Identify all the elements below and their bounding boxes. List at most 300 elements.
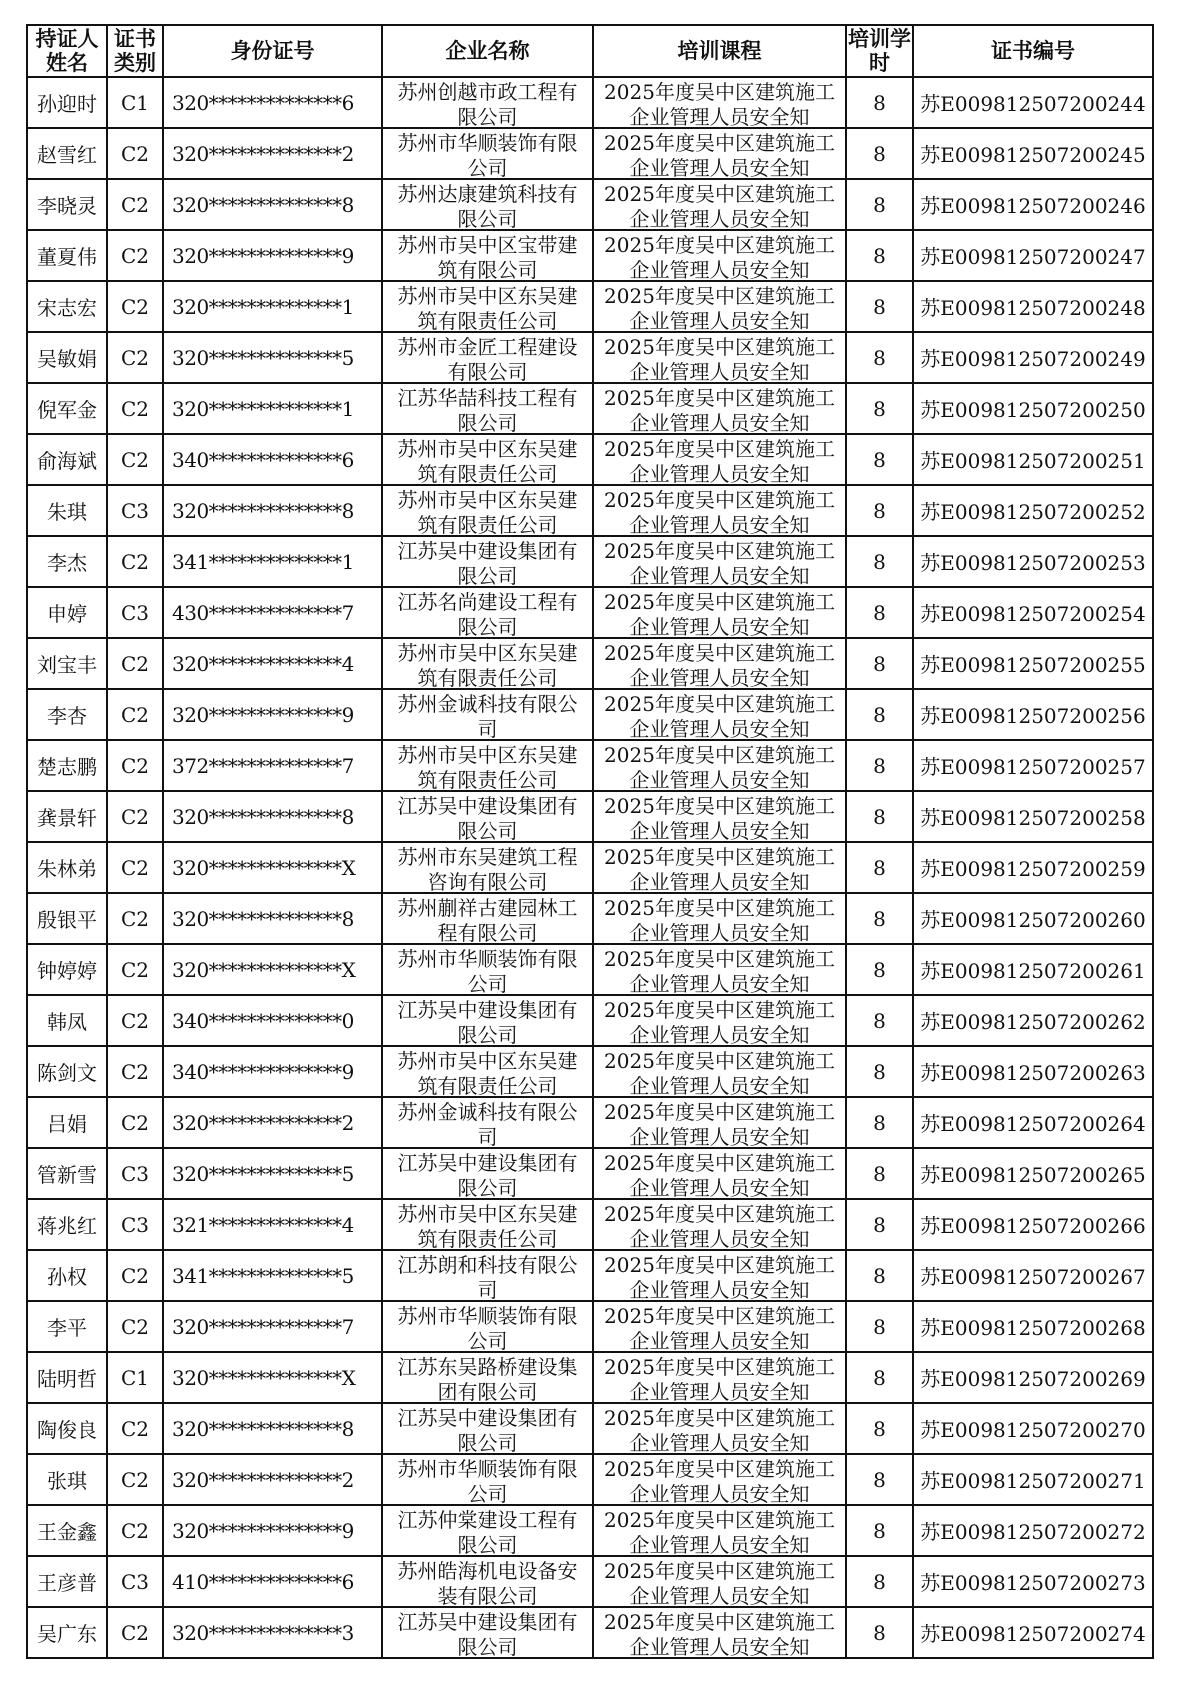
id-number-cell: 320**************1 [163, 383, 382, 434]
training-course-cell-clip [594, 1201, 845, 1249]
training-hours-cell: 8 [846, 1607, 913, 1658]
training-course-cell-clip [594, 334, 845, 382]
training-course-cell [593, 638, 846, 689]
company-name-cell [382, 179, 593, 230]
training-hours-cell: 8 [846, 842, 913, 893]
training-course-cell-clip [594, 1099, 845, 1147]
training-hours-cell: 8 [846, 128, 913, 179]
certificate-category-cell: C2 [107, 638, 163, 689]
person-name-cell: 李晓灵 [27, 179, 107, 230]
company-name-cell [382, 383, 593, 434]
certificate-category-cell: C2 [107, 128, 163, 179]
training-course-cell-clip [594, 1456, 845, 1504]
person-name-cell: 张琪 [27, 1454, 107, 1505]
company-name-cell-text: 江苏吴中建设集团有限公司 [397, 1150, 578, 1198]
certificate-number-cell: 苏E009812507200246 [913, 179, 1153, 230]
company-name-cell-clip [383, 640, 592, 688]
person-name-cell: 俞海斌 [27, 434, 107, 485]
certificate-category-cell: C2 [107, 1454, 163, 1505]
company-name-cell [382, 128, 593, 179]
certificate-category-cell: C2 [107, 383, 163, 434]
training-hours-cell: 8 [846, 230, 913, 281]
certificate-number-cell: 苏E009812507200245 [913, 128, 1153, 179]
training-course-cell [593, 1097, 846, 1148]
company-name-cell-text: 苏州市吴中区东吴建筑有限责任公司 [397, 1201, 578, 1249]
training-hours-cell: 8 [846, 383, 913, 434]
table-row [27, 1352, 1153, 1403]
training-course-cell [593, 128, 846, 179]
training-course-cell-clip [594, 997, 845, 1045]
company-name-cell [382, 944, 593, 995]
company-name-cell-clip [383, 79, 592, 127]
certificate-number-cell: 苏E009812507200254 [913, 587, 1153, 638]
company-name-cell [382, 1454, 593, 1505]
training-hours-cell: 8 [846, 944, 913, 995]
id-number-cell: 430**************7 [163, 587, 382, 638]
company-name-cell-text: 苏州市华顺装饰有限公司 [397, 130, 578, 178]
company-name-cell-text: 江苏吴中建设集团有限公司 [397, 997, 578, 1045]
person-name-cell: 倪军金 [27, 383, 107, 434]
training-course-cell-text: 2025年度吴中区建筑施工企业管理人员安全知 [604, 589, 835, 637]
training-course-cell [593, 995, 846, 1046]
id-number-cell: 320**************8 [163, 791, 382, 842]
company-name-cell [382, 332, 593, 383]
person-name-cell: 朱琪 [27, 485, 107, 536]
training-course-cell-text: 2025年度吴中区建筑施工企业管理人员安全知 [604, 640, 835, 688]
company-name-cell [382, 791, 593, 842]
training-course-cell [593, 485, 846, 536]
company-name-cell-clip [383, 1252, 592, 1300]
table-row [27, 230, 1153, 281]
training-course-cell-text: 2025年度吴中区建筑施工企业管理人员安全知 [604, 1456, 835, 1504]
id-number-cell: 320**************X [163, 1352, 382, 1403]
table-row [27, 1403, 1153, 1454]
certificate-category-cell: C2 [107, 1250, 163, 1301]
certificate-number-cell: 苏E009812507200253 [913, 536, 1153, 587]
company-name-cell-text: 苏州市金匠工程建设有限公司 [397, 334, 578, 382]
id-number-cell: 320**************3 [163, 1607, 382, 1658]
training-course-cell [593, 230, 846, 281]
id-number-cell: 320**************8 [163, 893, 382, 944]
training-course-cell-text: 2025年度吴中区建筑施工企业管理人员安全知 [604, 181, 835, 229]
certificate-number-cell: 苏E009812507200264 [913, 1097, 1153, 1148]
training-hours-cell: 8 [846, 77, 913, 128]
table-row [27, 281, 1153, 332]
company-name-cell-clip [383, 895, 592, 943]
id-number-cell: 320**************2 [163, 128, 382, 179]
training-hours-cell: 8 [846, 1505, 913, 1556]
training-course-cell [593, 332, 846, 383]
training-course-cell-clip [594, 538, 845, 586]
training-course-cell-clip [594, 1507, 845, 1555]
table-row [27, 1556, 1153, 1607]
certificate-category-cell: C3 [107, 587, 163, 638]
company-name-cell-clip [383, 1609, 592, 1657]
company-name-cell-clip [383, 1303, 592, 1351]
training-course-cell-clip [594, 385, 845, 433]
company-name-cell-text: 苏州市吴中区东吴建筑有限责任公司 [397, 742, 578, 790]
training-course-cell-text: 2025年度吴中区建筑施工企业管理人员安全知 [604, 1558, 835, 1606]
company-name-cell-text: 江苏吴中建设集团有限公司 [397, 538, 578, 586]
training-course-cell-text: 2025年度吴中区建筑施工企业管理人员安全知 [604, 1507, 835, 1555]
certificate-category-cell: C2 [107, 1046, 163, 1097]
certificate-category-cell: C2 [107, 179, 163, 230]
training-course-cell [593, 1301, 846, 1352]
certificate-number-cell: 苏E009812507200266 [913, 1199, 1153, 1250]
id-number-cell: 320**************9 [163, 1505, 382, 1556]
company-name-cell-text: 苏州市吴中区东吴建筑有限责任公司 [397, 1048, 578, 1096]
training-course-cell-clip [594, 130, 845, 178]
training-course-cell-clip [594, 181, 845, 229]
company-name-cell-clip [383, 1405, 592, 1453]
training-course-cell-clip [594, 742, 845, 790]
company-name-cell-text: 苏州达康建筑科技有限公司 [397, 181, 578, 229]
training-course-cell-clip [594, 946, 845, 994]
company-name-cell-clip [383, 130, 592, 178]
table-row [27, 1301, 1153, 1352]
certificate-number-cell: 苏E009812507200261 [913, 944, 1153, 995]
company-name-cell-clip [383, 742, 592, 790]
certificate-number-cell: 苏E009812507200251 [913, 434, 1153, 485]
company-name-cell [382, 1556, 593, 1607]
table-row [27, 1454, 1153, 1505]
training-course-cell-clip [594, 895, 845, 943]
company-name-cell-clip [383, 589, 592, 637]
company-name-cell-text: 苏州蒯祥古建园林工程有限公司 [397, 895, 578, 943]
certificate-table [26, 24, 1154, 1659]
table-row [27, 689, 1153, 740]
company-name-cell [382, 434, 593, 485]
training-course-cell [593, 1046, 846, 1097]
training-hours-cell: 8 [846, 995, 913, 1046]
id-number-cell: 320**************9 [163, 230, 382, 281]
company-name-cell-text: 江苏吴中建设集团有限公司 [397, 793, 578, 841]
id-number-cell: 320**************1 [163, 281, 382, 332]
company-name-cell-clip [383, 334, 592, 382]
certificate-number-cell: 苏E009812507200274 [913, 1607, 1153, 1658]
person-name-cell: 吴敏娟 [27, 332, 107, 383]
certificate-number-cell: 苏E009812507200269 [913, 1352, 1153, 1403]
id-number-cell: 341**************1 [163, 536, 382, 587]
training-course-cell-text: 2025年度吴中区建筑施工企业管理人员安全知 [604, 946, 835, 994]
training-course-cell-clip [594, 436, 845, 484]
certificate-number-cell: 苏E009812507200270 [913, 1403, 1153, 1454]
table-row [27, 740, 1153, 791]
table-row [27, 179, 1153, 230]
certificate-number-cell: 苏E009812507200244 [913, 77, 1153, 128]
id-number-cell: 341**************5 [163, 1250, 382, 1301]
company-name-cell-clip [383, 1354, 592, 1402]
person-name-cell: 吴广东 [27, 1607, 107, 1658]
training-hours-cell: 8 [846, 587, 913, 638]
id-number-cell: 320**************6 [163, 77, 382, 128]
company-name-cell-clip [383, 385, 592, 433]
person-name-cell: 陆明哲 [27, 1352, 107, 1403]
training-course-cell [593, 1352, 846, 1403]
table-row [27, 1046, 1153, 1097]
training-course-cell-clip [594, 232, 845, 280]
header-name: 持证人姓名 [27, 25, 107, 77]
table-row [27, 1148, 1153, 1199]
training-course-cell [593, 1607, 846, 1658]
company-name-cell [382, 1403, 593, 1454]
company-name-cell-clip [383, 793, 592, 841]
person-name-cell: 王彦普 [27, 1556, 107, 1607]
certificate-category-cell: C2 [107, 281, 163, 332]
training-course-cell [593, 893, 846, 944]
company-name-cell-text: 江苏朗和科技有限公司 [397, 1252, 578, 1300]
person-name-cell: 孙权 [27, 1250, 107, 1301]
training-course-cell-text: 2025年度吴中区建筑施工企业管理人员安全知 [604, 1201, 835, 1249]
training-course-cell-clip [594, 283, 845, 331]
company-name-cell-text: 苏州皓海机电设备安装有限公司 [397, 1558, 578, 1606]
training-course-cell-clip [594, 1252, 845, 1300]
training-course-cell [593, 740, 846, 791]
company-name-cell-text: 江苏名尚建设工程有限公司 [397, 589, 578, 637]
training-course-cell-text: 2025年度吴中区建筑施工企业管理人员安全知 [604, 385, 835, 433]
training-course-cell [593, 383, 846, 434]
id-number-cell: 320**************8 [163, 179, 382, 230]
training-hours-cell: 8 [846, 1097, 913, 1148]
company-name-cell-text: 苏州市吴中区东吴建筑有限责任公司 [397, 283, 578, 331]
person-name-cell: 陈剑文 [27, 1046, 107, 1097]
training-hours-cell: 8 [846, 1352, 913, 1403]
company-name-cell [382, 893, 593, 944]
training-hours-cell: 8 [846, 893, 913, 944]
training-course-cell-clip [594, 1405, 845, 1453]
person-name-cell: 钟婷婷 [27, 944, 107, 995]
company-name-cell [382, 638, 593, 689]
training-course-cell-text: 2025年度吴中区建筑施工企业管理人员安全知 [604, 1354, 835, 1402]
certificate-category-cell: C3 [107, 1148, 163, 1199]
person-name-cell: 李杰 [27, 536, 107, 587]
company-name-cell [382, 740, 593, 791]
person-name-cell: 吕娟 [27, 1097, 107, 1148]
certificate-category-cell: C2 [107, 1301, 163, 1352]
certificate-category-cell: C3 [107, 1199, 163, 1250]
person-name-cell: 韩凤 [27, 995, 107, 1046]
training-course-cell [593, 1454, 846, 1505]
company-name-cell-clip [383, 487, 592, 535]
company-name-cell-clip [383, 691, 592, 739]
company-name-cell-clip [383, 1150, 592, 1198]
training-hours-cell: 8 [846, 281, 913, 332]
table-row [27, 995, 1153, 1046]
company-name-cell [382, 1352, 593, 1403]
certificate-category-cell: C3 [107, 485, 163, 536]
company-name-cell-clip [383, 181, 592, 229]
training-course-cell [593, 1250, 846, 1301]
person-name-cell: 李杏 [27, 689, 107, 740]
training-course-cell-text: 2025年度吴中区建筑施工企业管理人员安全知 [604, 1099, 835, 1147]
table-row [27, 1250, 1153, 1301]
certificate-category-cell: C2 [107, 689, 163, 740]
header-hours: 培训学时 [848, 26, 911, 75]
table-row [27, 1505, 1153, 1556]
certificate-number-cell: 苏E009812507200255 [913, 638, 1153, 689]
training-course-cell [593, 791, 846, 842]
person-name-cell: 申婷 [27, 587, 107, 638]
company-name-cell-text: 苏州市华顺装饰有限公司 [397, 1456, 578, 1504]
company-name-cell-clip [383, 538, 592, 586]
company-name-cell [382, 281, 593, 332]
certificate-category-cell: C2 [107, 1403, 163, 1454]
training-course-cell-text: 2025年度吴中区建筑施工企业管理人员安全知 [604, 538, 835, 586]
certificate-category-cell: C2 [107, 842, 163, 893]
training-hours-cell: 8 [846, 689, 913, 740]
table-row [27, 893, 1153, 944]
person-name-cell: 赵雪红 [27, 128, 107, 179]
certificate-category-cell: C2 [107, 1505, 163, 1556]
certificate-number-cell: 苏E009812507200272 [913, 1505, 1153, 1556]
certificate-category-cell: C2 [107, 893, 163, 944]
company-name-cell-text: 江苏仲棠建设工程有限公司 [397, 1507, 578, 1555]
company-name-cell [382, 485, 593, 536]
company-name-cell-text: 苏州创越市政工程有限公司 [397, 79, 578, 127]
id-number-cell: 320**************2 [163, 1097, 382, 1148]
company-name-cell-clip [383, 946, 592, 994]
training-course-cell-clip [594, 487, 845, 535]
company-name-cell [382, 1301, 593, 1352]
person-name-cell: 刘宝丰 [27, 638, 107, 689]
table-row [27, 1607, 1153, 1658]
training-hours-cell: 8 [846, 1199, 913, 1250]
company-name-cell-text: 江苏华喆科技工程有限公司 [397, 385, 578, 433]
certificate-number-cell: 苏E009812507200256 [913, 689, 1153, 740]
training-course-cell [593, 1148, 846, 1199]
certificate-category-cell: C2 [107, 1607, 163, 1658]
company-name-cell-clip [383, 1048, 592, 1096]
training-course-cell-text: 2025年度吴中区建筑施工企业管理人员安全知 [604, 793, 835, 841]
id-number-cell: 340**************9 [163, 1046, 382, 1097]
header-category: 证书类别 [107, 25, 163, 77]
certificate-number-cell: 苏E009812507200268 [913, 1301, 1153, 1352]
training-course-cell-text: 2025年度吴中区建筑施工企业管理人员安全知 [604, 997, 835, 1045]
training-course-cell [593, 1199, 846, 1250]
company-name-cell [382, 1097, 593, 1148]
company-name-cell-text: 苏州市东吴建筑工程咨询有限公司 [397, 844, 578, 892]
certificate-number-cell: 苏E009812507200263 [913, 1046, 1153, 1097]
training-hours-cell: 8 [846, 740, 913, 791]
id-number-cell: 320**************5 [163, 1148, 382, 1199]
training-course-cell [593, 1403, 846, 1454]
training-course-cell-text: 2025年度吴中区建筑施工企业管理人员安全知 [604, 691, 835, 739]
certificate-category-cell: C2 [107, 791, 163, 842]
company-name-cell [382, 842, 593, 893]
company-name-cell [382, 536, 593, 587]
company-name-cell-clip [383, 844, 592, 892]
person-name-cell: 殷银平 [27, 893, 107, 944]
id-number-cell: 320**************X [163, 842, 382, 893]
id-number-cell: 340**************6 [163, 434, 382, 485]
training-course-cell [593, 689, 846, 740]
training-course-cell-text: 2025年度吴中区建筑施工企业管理人员安全知 [604, 79, 835, 127]
training-course-cell-text: 2025年度吴中区建筑施工企业管理人员安全知 [604, 283, 835, 331]
training-course-cell-text: 2025年度吴中区建筑施工企业管理人员安全知 [604, 334, 835, 382]
certificate-number-cell: 苏E009812507200267 [913, 1250, 1153, 1301]
training-course-cell [593, 77, 846, 128]
company-name-cell-clip [383, 1099, 592, 1147]
training-course-cell [593, 1556, 846, 1607]
training-course-cell-text: 2025年度吴中区建筑施工企业管理人员安全知 [604, 130, 835, 178]
table-row [27, 485, 1153, 536]
table-row [27, 1097, 1153, 1148]
certificate-category-cell: C2 [107, 536, 163, 587]
company-name-cell [382, 1250, 593, 1301]
company-name-cell-clip [383, 1558, 592, 1606]
certificate-category-cell: C2 [107, 1097, 163, 1148]
person-name-cell: 王金鑫 [27, 1505, 107, 1556]
training-course-cell [593, 536, 846, 587]
training-course-cell-clip [594, 79, 845, 127]
company-name-cell-text: 苏州金诚科技有限公司 [397, 1099, 578, 1147]
id-number-cell: 320**************7 [163, 1301, 382, 1352]
id-number-cell: 320**************5 [163, 332, 382, 383]
training-hours-cell: 8 [846, 179, 913, 230]
table-row [27, 77, 1153, 128]
certificate-number-cell: 苏E009812507200258 [913, 791, 1153, 842]
certificate-category-cell: C1 [107, 77, 163, 128]
certificate-category-cell: C2 [107, 434, 163, 485]
id-number-cell: 320**************9 [163, 689, 382, 740]
certificate-number-cell: 苏E009812507200252 [913, 485, 1153, 536]
person-name-cell: 楚志鹏 [27, 740, 107, 791]
company-name-cell [382, 1607, 593, 1658]
id-number-cell: 320**************2 [163, 1454, 382, 1505]
certificate-category-cell: C2 [107, 995, 163, 1046]
training-course-cell-text: 2025年度吴中区建筑施工企业管理人员安全知 [604, 232, 835, 280]
training-course-cell-clip [594, 691, 845, 739]
company-name-cell-text: 苏州市吴中区宝带建筑有限公司 [397, 232, 578, 280]
training-course-cell [593, 944, 846, 995]
id-number-cell: 320**************4 [163, 638, 382, 689]
certificate-number-cell: 苏E009812507200271 [913, 1454, 1153, 1505]
table-row [27, 128, 1153, 179]
training-course-cell-text: 2025年度吴中区建筑施工企业管理人员安全知 [604, 1303, 835, 1351]
table-row [27, 791, 1153, 842]
training-course-cell-text: 2025年度吴中区建筑施工企业管理人员安全知 [604, 742, 835, 790]
company-name-cell-clip [383, 1201, 592, 1249]
table-row [27, 1199, 1153, 1250]
training-course-cell [593, 179, 846, 230]
company-name-cell-text: 苏州市吴中区东吴建筑有限责任公司 [397, 487, 578, 535]
training-hours-cell: 8 [846, 1250, 913, 1301]
certificate-number-cell: 苏E009812507200250 [913, 383, 1153, 434]
training-course-cell-clip [594, 1558, 845, 1606]
company-name-cell [382, 1046, 593, 1097]
company-name-cell-text: 江苏东吴路桥建设集团有限公司 [397, 1354, 578, 1402]
id-number-cell: 340**************0 [163, 995, 382, 1046]
certificate-number-cell: 苏E009812507200249 [913, 332, 1153, 383]
certificate-category-cell: C1 [107, 1352, 163, 1403]
company-name-cell [382, 689, 593, 740]
company-name-cell [382, 1199, 593, 1250]
person-name-cell: 管新雪 [27, 1148, 107, 1199]
company-name-cell-text: 江苏吴中建设集团有限公司 [397, 1405, 578, 1453]
training-course-cell [593, 842, 846, 893]
company-name-cell [382, 230, 593, 281]
company-name-cell-clip [383, 283, 592, 331]
training-hours-cell: 8 [846, 332, 913, 383]
table-row [27, 638, 1153, 689]
table-row [27, 842, 1153, 893]
id-number-cell: 372**************7 [163, 740, 382, 791]
id-number-cell: 320**************X [163, 944, 382, 995]
training-hours-cell: 8 [846, 1301, 913, 1352]
training-course-cell-clip [594, 589, 845, 637]
company-name-cell [382, 1148, 593, 1199]
training-course-cell-clip [594, 1048, 845, 1096]
